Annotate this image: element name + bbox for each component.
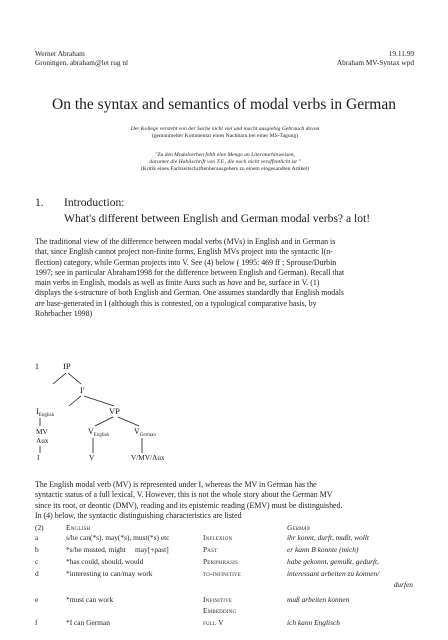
tree-branch — [95, 417, 113, 426]
table-row-feature: Periphrasis — [203, 557, 238, 566]
section-number: 1. — [35, 196, 44, 209]
paragraph-line: displays the s-structure of both English and German. One assumes standardly that English modals — [35, 288, 344, 298]
tree-branch — [118, 417, 139, 426]
paragraph-line: syntactic status of a full lexical, V. However, this is not the whole story about the German MV — [35, 490, 333, 500]
table-row-german: ihr konnt, durft, mußt, wollt — [287, 533, 369, 542]
paragraph-line: Rohrbacher 1998) — [35, 309, 93, 319]
tree-node-i-subscript: English — [38, 413, 55, 418]
table-row-feature: Inflexion — [203, 533, 233, 542]
epigraph-2-quote-line1: "Zu den Modalverben fehlt eine Menge an Literaturhinweisen, — [155, 152, 295, 158]
header-filename: Abraham MV-Syntax wpd — [336, 58, 414, 67]
tree-node-ibar: I' — [80, 385, 85, 395]
paragraph-line: In (4) below, the syntactic distinguishing characteristics are listed — [35, 510, 242, 520]
table-row-english: *s/he musted, might may[+past] — [66, 545, 169, 554]
paragraph-line: flection) category, while German projects into V. See (4) below ( 1995: 469 ff ; Sprouse/Durbin — [35, 257, 337, 267]
tree-leaf-v: V — [89, 453, 95, 462]
epigraph-1-quote: Der Kollege versteht von der Sache nicht viel und macht ausgiebig Gebrauch davon — [130, 126, 320, 132]
table-row-english: *interesting to can/may work — [66, 569, 153, 578]
author-name: Werner Abraham — [35, 49, 85, 58]
italic-term: have — [227, 278, 243, 288]
paragraph-2 — [35, 480, 413, 521]
header-date: 19.11.99 — [388, 49, 414, 58]
tree-leaf-mv: MV — [36, 427, 48, 436]
epigraph-2-quote-line2: darunter die Habilschrift von T.F., die noch nicht veroffentlicht ist " — [149, 159, 301, 165]
tree-branch — [84, 396, 114, 406]
table-row-letter: b — [35, 545, 39, 554]
italic-term: be — [257, 278, 265, 288]
table-row-feature: Infinitive — [203, 595, 233, 604]
tree-branch — [69, 396, 81, 406]
tree-leaf-v-mv-aux: V/MV/Aux — [131, 453, 165, 462]
paragraph-line: 1997; see in particular Abraham1998 for the difference between English and German). Recall that — [35, 267, 345, 277]
table-row-german: interessant arbeiten zu konnen/ — [287, 569, 380, 578]
tree-example-number: 1 — [35, 362, 39, 371]
tree-leaf-aux: Aux — [36, 436, 49, 445]
tree-node-i-english — [36, 406, 55, 418]
section-title-line2: What's different between English and German modal verbs? a lot! — [64, 212, 371, 225]
table-row-feature: to-infinitive — [203, 569, 242, 578]
tree-branch — [68, 373, 81, 384]
table-row-letter: a — [35, 533, 39, 542]
text-run: , surface in V. (1) — [264, 278, 320, 288]
table-row-english: *must can work — [66, 595, 114, 604]
text-run: main verbs in English, modals as well as finite Auxs such as — [35, 278, 228, 288]
tree-node-v-head: V — [88, 427, 94, 436]
tree-node-v-german-subscript: German — [139, 433, 156, 438]
table-row-letter: e — [35, 595, 39, 604]
table-header-german: German — [287, 523, 311, 532]
tree-node-v-german-head: V — [134, 427, 140, 436]
tree-leaf-i: I — [37, 453, 40, 462]
tree-node-ip: IP — [63, 361, 71, 371]
tree-node-v-german — [134, 427, 156, 438]
table-row-german: muß arbeiten konnen — [287, 595, 350, 604]
paragraph-line: The traditional view of the difference between modal verbs (MVs) in English and in German is — [35, 237, 336, 246]
table-row-feature-continued: Embedding — [203, 606, 237, 615]
tree-branch — [53, 373, 66, 384]
tree-node-v-english — [88, 427, 110, 438]
table-row-english: *I can German — [66, 618, 110, 627]
table-row-english: *has could, should, would — [66, 557, 144, 566]
paragraph-line: are base-generated in I (although this is contested, on a typological comparative basis, by — [35, 298, 317, 308]
author-affiliation: Groningen, abraham@let rug nl — [35, 58, 129, 67]
table-row-german: habe gekonnt, gemußt, gedurft, — [287, 557, 379, 566]
epigraph-2-source-text: (Kritik eines Fachzeitschriftenherausgebers zu einem eingesandten Artikel) — [140, 166, 310, 172]
table-header-english: English — [66, 523, 91, 532]
tree-node-v-subscript: English — [93, 433, 110, 438]
table-number: (2) — [35, 523, 44, 532]
section-title-line1: Introduction: — [64, 196, 125, 209]
tree-node-i-head: I — [36, 406, 39, 416]
paper-title: On the syntax and semantics of modal verbs in German — [52, 96, 396, 113]
paragraph-line: that, since English cannot project non-finite forms, English MVs project into the syntactic I(n- — [35, 247, 333, 257]
table-row-english: s/he can(*s), may(*s), must(*s) etc — [66, 533, 170, 542]
epigraph-1-source-text: (gemunmelter Kommentar eines Nachbarn bei einer MS-Tagung) — [151, 133, 299, 139]
table-row-letter: f — [35, 618, 38, 627]
paragraph-line: since its root, or deontic (DMV), reading and its epistemic reading (EMV) must be distinguished. — [35, 500, 343, 510]
table-row-letter: c — [35, 557, 39, 566]
paragraph-line: The English modal verb (MV) is represented under I, whereas the MV in German has the — [35, 480, 317, 489]
table-row-german: ich kann Englisch — [287, 618, 340, 627]
table-row-feature: Past — [203, 545, 218, 554]
table-row-feature: full V — [203, 618, 224, 627]
table-row-german-continued: durfen — [393, 580, 413, 589]
table-row-letter: d — [35, 569, 39, 578]
tree-node-vp: VP — [109, 406, 120, 416]
text-run: and — [242, 278, 258, 288]
table-row-german: er kann B konnte (mich) — [287, 545, 359, 554]
